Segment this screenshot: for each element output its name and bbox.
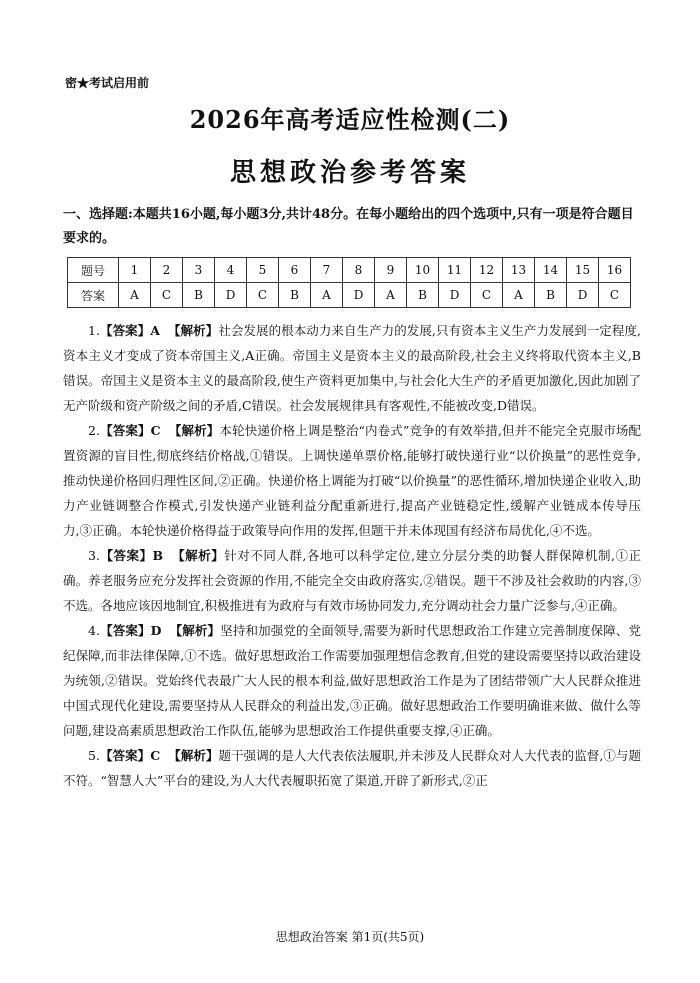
analysis-tag: 【解析】 [168,323,219,338]
explanation-text: 社会发展的根本动力来自生产力的发展,只有资本主义生产力发展到一定程度,资本主义才变成了资本帝国主义,A正确。帝国主义是资本主义的最高阶段,社会主义终将取代资本主义,B错误。帝国主义是资本主义的最高阶段,使生产资料更加集中,与社会化大生产的矛盾更加激化,因此加剧了无产阶级和资产阶级之间的矛盾,C错误。社会发展规律具有客观性,不能被改变,D错误。 [63,323,641,413]
analysis-tag: 【解析】 [172,548,225,563]
answer-tag: 【答案】B [99,548,164,563]
answer-cell: D [343,283,375,308]
answer-cell: C [471,283,503,308]
answer-row [68,283,631,308]
answer-cell: C [599,283,631,308]
question-number-cell: 8 [343,258,375,283]
question-number-cell: 7 [311,258,343,283]
question-number-cell: 4 [215,258,247,283]
question-number-cell: 13 [503,258,535,283]
row-label-answer: 答案 [68,283,119,308]
explanation-1 [63,318,641,418]
explanations [63,318,641,793]
explanation-text: 本轮快递价格上调是整治“内卷式”竞争的有效举措,但并不能完全克服市场配置资源的盲目性,彻底终结价格战,①错误。上调快递单票价格,能够打破快递行业“以价换量”的恶性竞争,推动快递价格回归理性区间,②正确。快递价格上调能为打破“以价换量”的恶性循环,增加快递企业收入,助力产业链调整合作模式,引发快递产业链利益分配重新进行,提高产业链稳定性,缓解产业链成本传导压力,③正确。本轮快递价格得益于政策导向作用的发挥,但题干并未体现国有经济布局优化,④不选。 [63,423,641,538]
question-number-row [68,258,631,283]
explanation-text: 坚持和加强党的全面领导,需要为新时代思想政治工作建立完善制度保障、党纪保障,而非法律保障,①不选。做好思想政治工作需要加强理想信念教育,但党的建设需要坚持以政治建设为统领,②错误。党始终代表最广大人民的根本利益,做好思想政治工作是为了团结带领广大人民群众推进中国式现代化建设,需要坚持从人民群众的利益出发,③正确。做好思想政治工作要明确谁来做、做什么等问题,建设高素质思想政治工作队伍,能够为思想政治工作提供重要支撑,④正确。 [63,623,641,738]
question-number-cell: 15 [567,258,599,283]
explanation-4 [63,618,641,743]
answer-cell: B [407,283,439,308]
explanation-text: 针对不同人群,各地可以科学定位,建立分层分类的助餐人群保障机制,①正确。养老服务应充分发挥社会资源的作用,不能完全交由政府落实,②错误。题干不涉及社会救助的内容,③不选。各地应该因地制宜,积极推进有为政府与有效市场协同发力,充分调动社会力量广泛参与,④正确。 [63,548,641,613]
answer-cell: B [183,283,215,308]
page-subtitle: 思想政治参考答案 [229,158,470,188]
answer-cell: D [215,283,247,308]
question-number-cell: 11 [439,258,471,283]
answer-table [67,257,631,308]
question-number-cell: 6 [279,258,311,283]
question-number-cell: 16 [599,258,631,283]
question-number: 2. [88,423,100,438]
answer-cell: A [503,283,535,308]
question-number-cell: 3 [183,258,215,283]
question-number-cell: 1 [119,258,151,283]
answer-cell: A [375,283,407,308]
answer-cell: D [439,283,471,308]
explanation-2 [63,418,641,543]
explanation-3 [63,543,641,618]
question-number: 5. [88,748,100,763]
question-number-cell: 2 [151,258,183,283]
answer-tag: 【答案】C [99,748,161,763]
explanation-text: 题干强调的是人大代表依法履职,并未涉及人民群众对人大代表的监督,①与题不符。“智慧人大”平台的建设,为人大代表履职拓宽了渠道,开辟了新形式,②正 [63,748,641,788]
answer-cell: C [247,283,279,308]
question-number: 1. [88,323,100,338]
page-footer: 思想政治答案 第1页(共5页) [275,930,425,944]
analysis-tag: 【解析】 [168,748,219,763]
page-title: 2026年高考适应性检测(二) [189,105,511,134]
analysis-tag: 【解析】 [169,623,221,638]
answer-tag: 【答案】A [99,323,160,338]
answer-cell: A [311,283,343,308]
answer-tag: 【答案】C [99,423,161,438]
section-heading: 一、选择题:本题共16小题,每小题3分,共计48分。在每小题给出的四个选项中,只有一项是符合题目要求的。 [63,207,634,246]
question-number-cell: 14 [535,258,567,283]
answer-cell: B [535,283,567,308]
question-number: 3. [88,548,100,563]
row-label-number: 题号 [68,258,119,283]
question-number: 4. [88,623,100,638]
answer-cell: C [151,283,183,308]
answer-tag: 【答案】D [99,623,162,638]
question-number-cell: 9 [375,258,407,283]
question-number-cell: 5 [247,258,279,283]
analysis-tag: 【解析】 [168,423,220,438]
answer-cell: D [567,283,599,308]
question-number-cell: 12 [471,258,503,283]
question-number-cell: 10 [407,258,439,283]
confidential-label: 密★考试启用前 [65,76,150,90]
explanation-5 [63,743,641,793]
answer-cell: B [279,283,311,308]
answer-cell: A [119,283,151,308]
